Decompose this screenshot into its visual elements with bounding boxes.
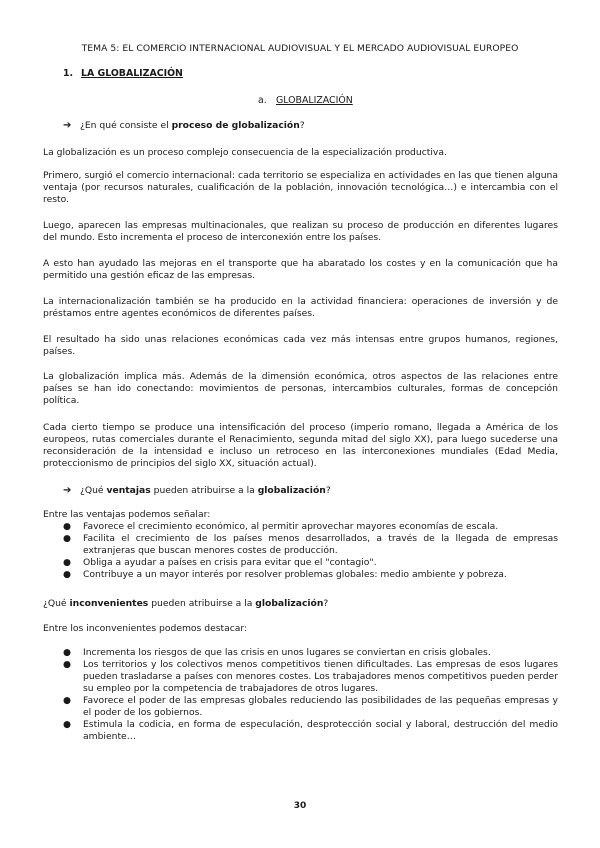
paragraph: A esto han ayudado las mejoras en el transporte que ha abaratado los costes y en la comunicación que ha permitido una gestión eficaz de las empresas. [43, 258, 558, 281]
section-heading [63, 68, 183, 80]
question-process: ➔ ¿En qué consiste el proceso de globalización? [63, 120, 305, 131]
bullet-icon: ● [63, 719, 72, 730]
section-number: 1. [63, 68, 74, 79]
inconvenientes-intro: Entre los inconvenientes podemos destacar: [43, 623, 248, 634]
inconvenientes-list [43, 647, 558, 743]
question-inconvenientes: ¿Qué inconvenientes pueden atribuirse a la globalización? [43, 598, 329, 609]
ventajas-list [43, 521, 558, 581]
question-ventajas: ➔ ¿Qué ventajas pueden atribuirse a la globalización? [63, 485, 331, 496]
subsection-title: GLOBALIZACIÓN [276, 95, 353, 106]
paragraph: La globalización es un proceso complejo consecuencia de la especialización productiva. [43, 147, 447, 158]
arrow-right-icon: ➔ [63, 120, 72, 131]
list-item: ● Estimula la codicia, en forma de especulación, desprotección social y laboral, destrucción del medio ambiente… [63, 719, 558, 742]
list-item: ● Favorece el crecimiento económico, al permitir aprovechar mayores economías de escala. [63, 521, 499, 532]
bullet-icon: ● [63, 659, 72, 670]
subsection-letter: a. [258, 95, 267, 106]
subsection-heading [258, 95, 353, 107]
list-item: ● Contribuye a un mayor interés por resolver problemas globales: medio ambiente y pobreza. [63, 569, 507, 580]
list-item: ● Favorece el poder de las empresas globales reduciendo las posibilidades de las pequeñas empresas y el poder de los gobiernos. [63, 695, 558, 718]
paragraph: La globalización implica más. Además de la dimensión económica, otros aspectos de las relaciones entre países se han ido conectando: movimientos de personas, intercambios culturales, formas de concepción política. [43, 371, 558, 406]
section-title: LA GLOBALIZACIÓN [81, 68, 183, 79]
bullet-icon: ● [63, 647, 72, 658]
arrow-right-icon: ➔ [63, 485, 72, 496]
bullet-icon: ● [63, 569, 72, 580]
ventajas-intro: Entre las ventajas podemos señalar: [43, 509, 211, 520]
list-item: ● Obliga a ayudar a países en crisis para evitar que el "contagio". [63, 557, 377, 568]
paragraph: Cada cierto tiempo se produce una intensificación del proceso (imperio romano, llegada a América de los europeos, rutas comerciales durante el Renacimiento, segunda mitad del siglo XX), para luego sucederse una reconsideración de la intensidad e incluso un retroceso en las interconexiones mundiales (Edad Media, proteccionismo de principios del siglo XX, situación actual). [43, 422, 558, 469]
document-header: TEMA 5: EL COMERCIO INTERNACIONAL AUDIOVISUAL Y EL MERCADO AUDIOVISUAL EUROPEO [81, 43, 519, 54]
bullet-icon: ● [63, 521, 72, 532]
bullet-icon: ● [63, 557, 72, 568]
page-number: 30 [293, 801, 307, 811]
list-item: ● Facilita el crecimiento de los países menos desarrollados, a través de la llegada de empresas extranjeras que buscan menores costes de producción. [63, 533, 558, 556]
list-item: ● Los territorios y los colectivos menos competitivos tienen dificultades. Las empresas de esos lugares pueden trasladarse a países con menores costes. Los trabajadores menos competitivos pueden perder su empleo por la competencia de trabajadores de otros lugares. [63, 659, 558, 694]
bullet-icon: ● [63, 533, 72, 544]
list-item: ● Incrementa los riesgos de que las crisis en unos lugares se conviertan en crisis globales. [63, 647, 491, 658]
paragraph: El resultado ha sido unas relaciones económicas cada vez más intensas entre grupos humanos, regiones, países. [43, 334, 558, 357]
paragraph: Luego, aparecen las empresas multinacionales, que realizan su proceso de producción en diferentes lugares del mundo. Esto incrementa el proceso de interconexión entre los países. [43, 220, 558, 243]
bullet-icon: ● [63, 695, 72, 706]
paragraph: Primero, surgió el comercio internacional: cada territorio se especializa en actividades en las que tienen alguna ventaja (por recursos naturales, cualificación de la población, innovación tecnológica…) e intercambia con el resto. [43, 170, 558, 205]
paragraph: La internacionalización también se ha producido en la actividad financiera: operaciones de inversión y de préstamos entre agentes económicos de diferentes países. [43, 296, 558, 319]
